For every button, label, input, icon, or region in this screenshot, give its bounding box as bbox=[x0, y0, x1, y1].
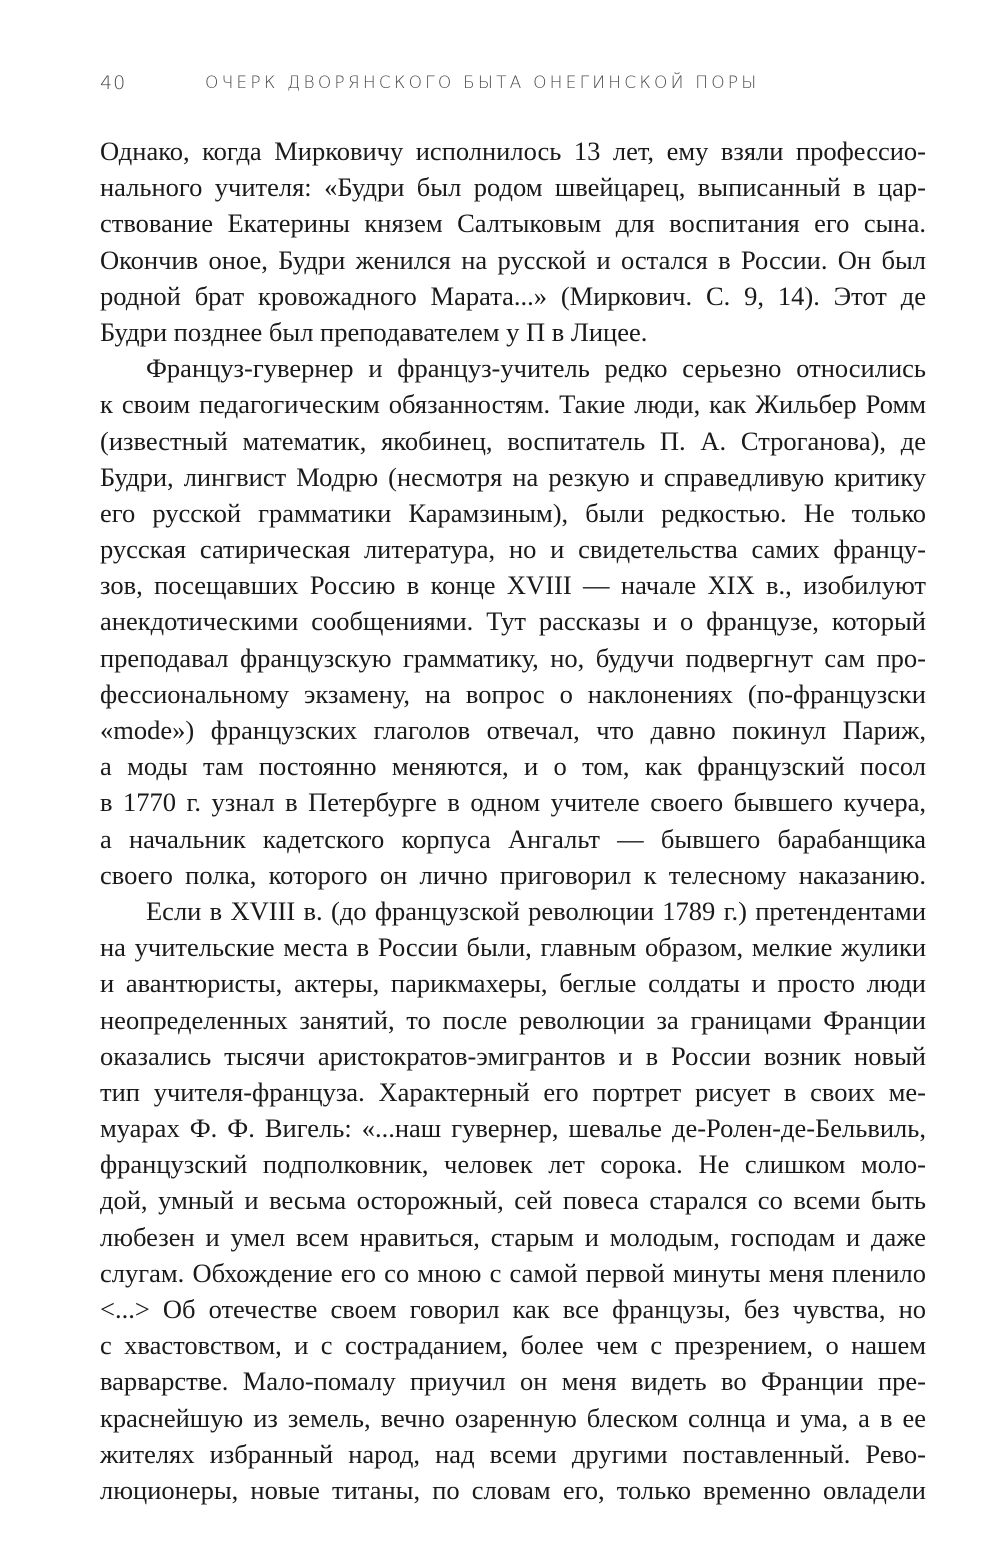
text-line: дой, умный и весьма осторожный, сей повеса старался со всеми быть bbox=[100, 1185, 926, 1216]
text-line: неопределенных занятий, то после революции за границами Франции bbox=[100, 1004, 926, 1035]
body-text bbox=[100, 133, 926, 1508]
text-line: варварстве. Мало-помалу приучил он меня видеть во Франции пре- bbox=[100, 1366, 926, 1397]
text-line: анекдотическими сообщениями. Тут рассказы и о французе, который bbox=[100, 606, 926, 637]
text-line: к своим педагогическим обязанностям. Такие люди, как Жильбер Ромм bbox=[100, 389, 926, 420]
text-line: с хвастовством, и с состраданием, более чем с презрением, о нашем bbox=[100, 1330, 926, 1361]
text-line: любезен и умел всем нравиться, старым и молодым, господам и даже bbox=[100, 1221, 926, 1252]
text-line: тип учителя-француза. Характерный его портрет рисует в своих ме- bbox=[100, 1076, 926, 1107]
text-line: зов, посещавших Россию в конце XVIII — начале XIX в., изобилуют bbox=[100, 570, 926, 601]
text-line: преподавал французскую грамматику, но, будучи подвергнут сам про- bbox=[100, 642, 926, 673]
text-line: а моды там постоянно меняются, и о том, как французский посол bbox=[100, 751, 926, 782]
text-line: Если в XVIII в. (до французской революции 1789 г.) претендентами bbox=[146, 895, 926, 926]
text-line: и авантюристы, актеры, парикмахеры, беглые солдаты и просто люди bbox=[100, 968, 926, 999]
text-line: Однако, когда Мирковичу исполнилось 13 лет, ему взяли профессио- bbox=[100, 136, 926, 166]
text-line: люционеры, новые титаны, по словам его, только временно овладели bbox=[100, 1474, 926, 1505]
text-line: слугам. Обхождение его со мною с самой первой минуты меня пленило bbox=[100, 1257, 926, 1288]
text-line: русская сатирическая литература, но и свидетельства самих францу- bbox=[100, 534, 926, 565]
running-header bbox=[100, 72, 930, 102]
text-line: муарах Ф. Ф. Вигель: «...наш гувернер, шевалье де-Ролен-де-Бельвиль, bbox=[100, 1113, 926, 1144]
text-line: жителях избранный народ, над всеми другими поставленный. Рево- bbox=[100, 1438, 926, 1469]
running-title: ОЧЕРК ДВОРЯНСКОГО БЫТА ОНЕГИНСКОЙ ПОРЫ bbox=[205, 73, 760, 93]
text-line: своего полка, которого он лично приговорил к телесному наказанию. bbox=[100, 859, 926, 890]
text-line: краснейшую из земель, вечно озаренную блеском солнца и ума, а в ее bbox=[100, 1402, 926, 1433]
text-line: родной брат кровожадного Марата...» (Миркович. С. 9, 14). Этот де bbox=[100, 280, 926, 311]
text-line: нального учителя: «Будри был родом швейцарец, выписанный в цар- bbox=[100, 172, 926, 203]
text-line: в 1770 г. узнал в Петербурге в одном учителе своего бывшего кучера, bbox=[100, 787, 926, 818]
text-line: Француз-гувернер и француз-учитель редко серьезно относились bbox=[146, 353, 926, 384]
text-line: <...> Об отечестве своем говорил как все французы, без чувства, но bbox=[100, 1294, 926, 1324]
text-line: на учительские места в России были, главным образом, мелкие жулики bbox=[100, 932, 926, 963]
text-line: Будри, лингвист Модрю (несмотря на резкую и справедливую критику bbox=[100, 461, 926, 492]
text-line: (известный математик, якобинец, воспитатель П. А. Строганова), де bbox=[100, 425, 926, 456]
text-line: оказались тысячи аристократов-эмигрантов и в России возник новый bbox=[100, 1040, 926, 1071]
text-line: французский подполковник, человек лет сорока. Не слишком моло- bbox=[100, 1149, 926, 1180]
text-line: его русской грамматики Карамзиным), были редкостью. Не только bbox=[100, 497, 926, 528]
text-line: Окончив оное, Будри женился на русской и остался в России. Он был bbox=[100, 244, 926, 275]
text-line: Будри позднее был преподавателем у П в Лицее. bbox=[100, 316, 648, 347]
page-number: 40 bbox=[100, 72, 127, 94]
text-line: фессиональному экзамену, на вопрос о наклонениях (по-французски bbox=[100, 678, 926, 709]
text-line: а начальник кадетского корпуса Ангальт — бывшего барабанщика bbox=[100, 823, 926, 854]
text-line: ствование Екатерины князем Салтыковым для воспитания его сына. bbox=[100, 208, 926, 239]
text-line: «mode») французских глаголов отвечал, что давно покинул Париж, bbox=[100, 715, 926, 745]
